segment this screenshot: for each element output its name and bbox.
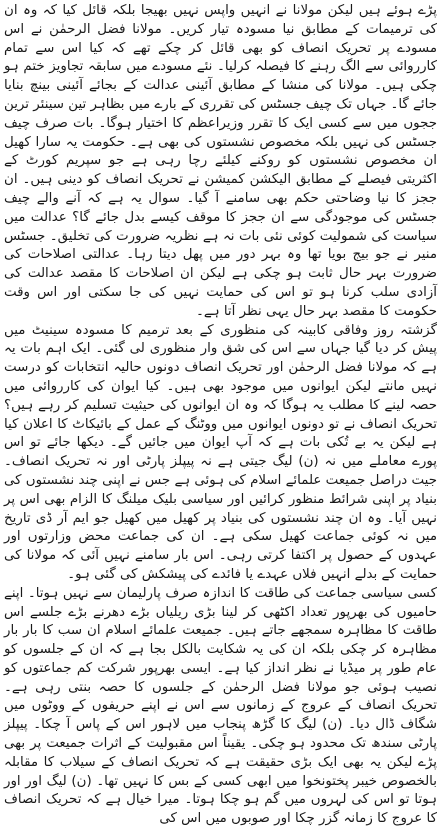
paragraph-2: گزشتہ روز وفاقی کابینہ کی منظوری کے بعد ترمیم کا مسودہ سینیٹ میں پیش کر دیا گیا جہاں سے اس کی شق وار منظوری لی گئی۔ ایک اہم بات یہ ہے کہ مولانا فضل الرحمٰن اور تحریک انصاف دونوں حالیہ انتخابات کو درست نہیں مانتے لیکن ایوانوں میں موجود بھی ہیں۔ کیا ایوان کی کارروائی میں حصہ لینے کا مطلب یہ ہوگا کہ وہ ان ایوانوں کی حیثیت تسلیم کر رہے ہیں؟ تحریک انصاف نے تو دونوں ایوانوں میں ووٹنگ کے عمل کے بائیکاٹ کا اعلان کیا ہے لیکن یہ بے تُکی بات ہے کہ آپ ایوان میں جائیں گے۔ دیکھا جائے تو اس پورے معاملے میں نہ (ن) لیگ جیتی ہے نہ پیپلز پارٹی اور نہ تحریک انصاف۔ جیت دراصل جمیعت علمائے اسلام کی ہوئی ہے جس نے اپنی چند نشستوں کی بنیاد پر اپنی شرائط منظور کرائیں اور سیاسی بلیک میلنگ کا الزام بھی اس پر نہیں آیا۔ وہ ان چند نشستوں کی بنیاد پر کھیل میں کھیل جو ایم آر ڈی تاریخ میں نہ کوئی جماعت کھیل سکی ہے۔ ان کی جماعت محض وزارتوں اور عہدوں کے حصول پر اکتفا کرتی رہی۔ اس بار سامنے نہیں آئی کہ مولانا کی حمایت کے بدلے انہیں فلاں عہدے یا فائدے کی پیشکش کی گئی ہو۔ bbox=[4, 322, 437, 582]
paragraph-1: پڑے ہوئے ہیں لیکن مولانا نے انہیں واپس نہیں بھیجا بلکہ قائل کیا کہ وہ ان کی ترمیمات کے مطابق نیا مسودہ تیار کریں۔ مولانا فضل الرحمٰن نے اس مسودے پر تحریک انصاف کو بھی قائل کر چکے تھے کہ کیا اس سے تمام کارروائی سے الگ رہنے کا فیصلہ کرلیا۔ نئے مسودے میں سابقہ تجاویز ختم ہو چکی ہیں۔ مولانا کی منشا کے مطابق آئینی عدالت کے بجائے آئینی بینچ بنایا جائے گا۔ جہاں تک چیف جسٹس کی تقرری کے بارے میں بظاہر تین سینئر ترین ججوں میں سے کسی ایک کا تقرر وزیراعظم کا اختیار ہوگا۔ بات صرف چیف جسٹس کی نہیں بلکہ مخصوص نشستوں کی بھی ہے۔ حکومت یہ سارا کھیل ان مخصوص نشستوں کو روکنے کیلئے رچا رہی ہے جو سپریم کورٹ کے اکثریتی فیصلے کے مطابق الیکشن کمیشن نے تحریک انصاف کو دینی ہیں۔ ان ججز کا نیا وضاحتی حکم بھی سامنے آ گیا۔ سوال یہ ہے کہ آنے والے چیف جسٹس کی موجودگی سے ان ججز کا موقف کیسے بدل جائے گا؟ عدالت میں سیاست کی شمولیت کوئی نئی بات نہ ہے نظریہ ضرورت کی تخلیق۔ جسٹس منیر نے جو بیج بویا تھا وہ بہر دور میں پھل دیتا رہا۔ عدالتی اصلاحات کی ضرورت بہر حال ثابت ہو چکی ہے لیکن ان اصلاحات کا مقصد عدالت کی آزادی سلب کرنا ہو تو اس کی حمایت نہیں کی جا سکتی اور اس وقت حکومت کا مقصد بہر حال یہی نظر آتا ہے۔ bbox=[4, 3, 437, 319]
article-body bbox=[4, 2, 437, 827]
paragraph-3: کسی سیاسی جماعت کی طاقت کا اندازہ صرف پارلیمان سے نہیں ہوتا۔ اپنے حامیوں کی بھرپور تعداد اکٹھی کر لینا بڑی ریلیاں بڑے دھرنے بڑے جلسے اس طاقت کا مظاہرہ سمجھے جاتے ہیں۔ جمیعت علمائے اسلام ان سب کا بار بار مظاہرہ کر چکی بلکہ ان کی یہ شکایت بالکل بجا ہے کہ ان کے جلسوں کو عام طور پر میڈیا نے نظر انداز کیا ہے۔ ایسی بھرپور شرکت کم جماعتوں کو نصیب ہوئی جو مولانا فضل الرحمٰن کے جلسوں کا حصہ بنتی رہی ہے۔ تحریک انصاف کے عروج کے زمانوں سے اس نے اپنے حریفوں کے ووٹوں میں شگاف ڈال دیا۔ (ن) لیگ کا گڑھ پنجاب میں لاہور اس کے پاس آ چکا۔ پیپلز پارٹی سندھ تک محدود ہو چکی۔ یقیناً اس مقبولیت کے اثرات جمیعت پر بھی پڑے لیکن یہ بھی ایک بڑی حقیقت ہے کہ تحریک انصاف کے سیلاب کا مقابلہ بالخصوص خیبر پختونخوا میں ابھی کسی کے بس کا نہیں تھا۔ (ن) لیگ اور اور ہوتا تو اس کی لہروں میں گم ہو چکا ہوتا۔ میرا خیال ہے کہ تحریک انصاف کا عروج کا زمانہ گزر چکا اور صوبوں میں اس کی bbox=[4, 585, 437, 827]
